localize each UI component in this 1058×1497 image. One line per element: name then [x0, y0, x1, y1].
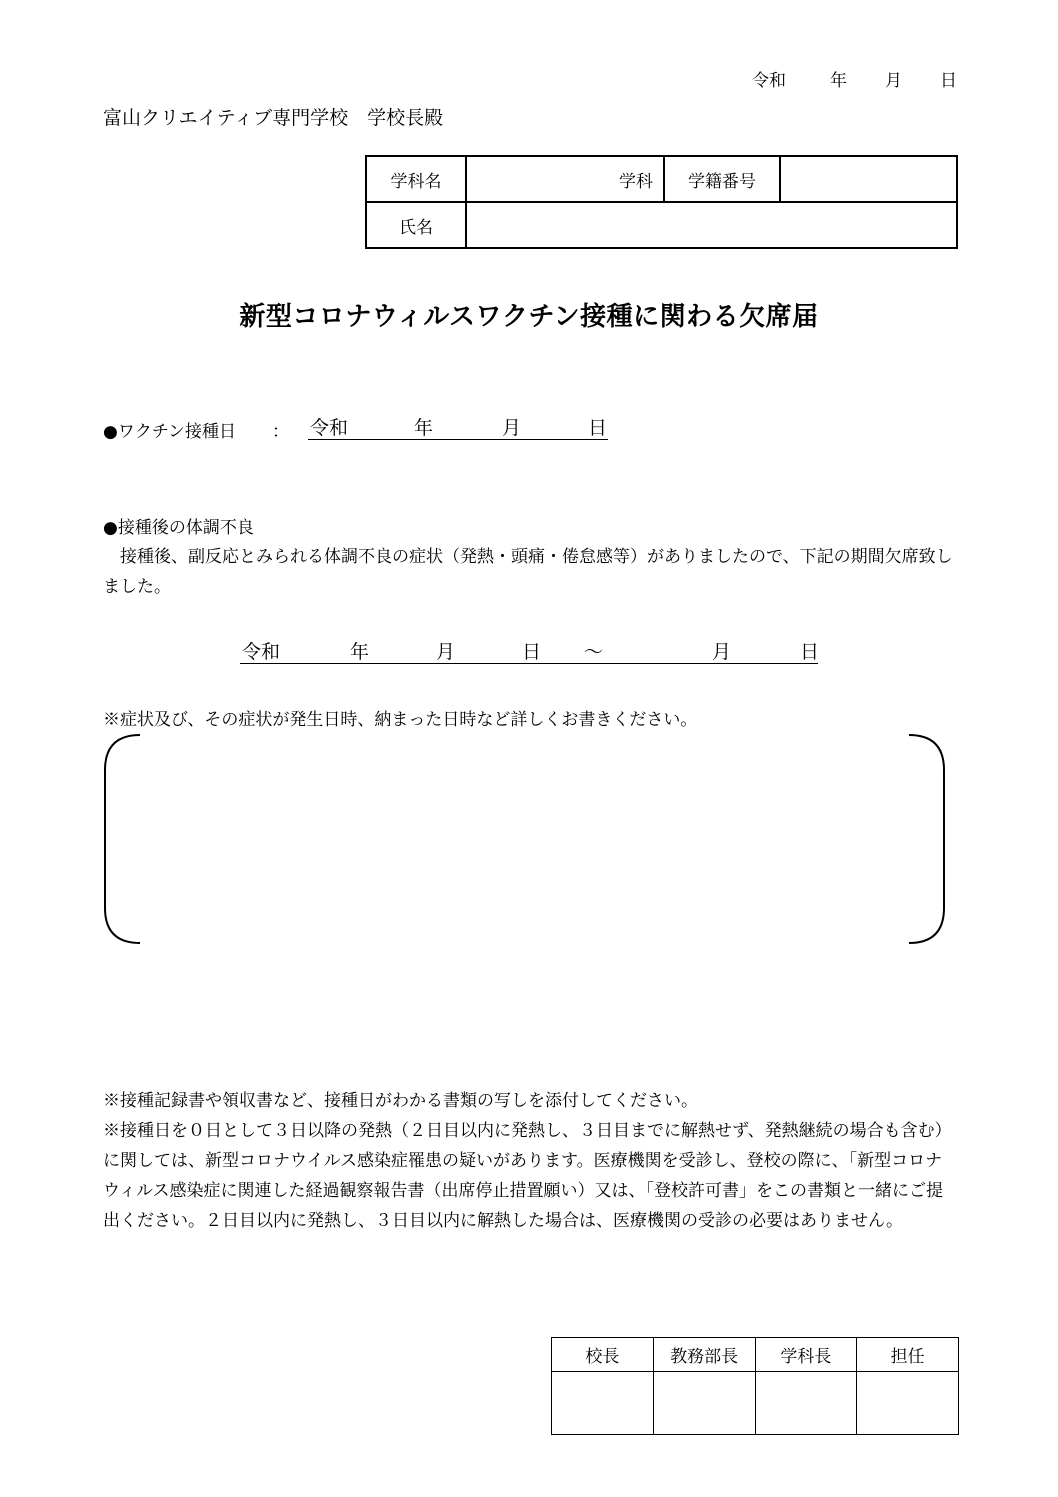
document-title: 新型コロナウィルスワクチン接種に関わる欠席届 — [239, 302, 819, 332]
approval-header-principal: 校長 — [552, 1338, 654, 1372]
date-day: 日 — [940, 71, 957, 91]
approval-header-dept-head: 学科長 — [755, 1338, 857, 1372]
note-fever: ※接種日を０日として３日以降の発熱（２日目以内に発熱し、３日目までに解熱せず、発熱継続の場合も含む）に関しては、新型コロナウイルス感染症罹患の疑いがあります。医療機関を受診し、登校の際に、「新型コロナウィルス感染症に関連した経過観察報告書（出席停止措置願い）又は、「登校許可書」をこの書類と一緒にご提出ください。２日目以内に発熱し、３日目以内に解熱した場合は、医療機関の受診の必要はありません。 — [103, 1121, 952, 1231]
student-info-table — [365, 155, 958, 249]
condition-label: ●接種後の体調不良 — [103, 518, 254, 538]
range-day: 日 — [522, 641, 542, 663]
range-month: 月 — [436, 641, 456, 663]
date-era: 令和 — [752, 71, 786, 91]
approval-header-homeroom: 担任 — [857, 1338, 959, 1372]
vaccination-date-colon: ： — [272, 422, 289, 442]
range-era: 令和 — [242, 641, 281, 663]
vaccination-date-field[interactable] — [308, 413, 608, 440]
range-tilde: ～ — [584, 641, 604, 663]
absence-period-field[interactable] — [240, 637, 818, 664]
vacc-year: 年 — [414, 417, 434, 439]
notes-section — [103, 1086, 958, 1236]
stamp-cell-academic-director[interactable] — [653, 1372, 755, 1435]
student-id-field[interactable] — [780, 156, 957, 202]
range-year: 年 — [350, 641, 370, 663]
note-attach: ※接種記録書や領収書など、接種日がわかる書類の写しを添付してください。 — [103, 1091, 698, 1111]
condition-description: 接種後、副反応とみられる体調不良の症状（発熱・頭痛・倦怠感等）がありましたので、下記の期間欠席致しました。 — [103, 547, 953, 597]
stamp-cell-principal[interactable] — [552, 1372, 654, 1435]
submission-date — [752, 66, 957, 91]
student-id-label: 学籍番号 — [664, 156, 780, 202]
vacc-month: 月 — [502, 417, 522, 439]
symptom-entry-area[interactable] — [103, 733, 946, 945]
dept-field[interactable] — [466, 156, 664, 202]
approval-header-academic-director: 教務部長 — [653, 1338, 755, 1372]
stamp-cell-dept-head[interactable] — [755, 1372, 857, 1435]
vaccination-date-label: ●ワクチン接種日 — [103, 422, 236, 442]
dept-suffix: 学科 — [619, 171, 653, 192]
range-month-end: 月 — [712, 641, 732, 663]
date-year: 年 — [830, 71, 847, 91]
range-day-end: 日 — [800, 641, 820, 663]
dept-label: 学科名 — [366, 156, 466, 202]
symptom-instruction: ※症状及び、その症状が発生日時、納まった日時など詳しくお書きください。 — [103, 710, 698, 730]
vacc-day: 日 — [588, 417, 608, 439]
approval-stamp-table — [551, 1337, 959, 1435]
vacc-era: 令和 — [310, 417, 349, 439]
date-month: 月 — [885, 71, 902, 91]
name-field[interactable] — [466, 202, 957, 248]
name-label: 氏名 — [366, 202, 466, 248]
stamp-cell-homeroom[interactable] — [857, 1372, 959, 1435]
addressee: 富山クリエイティブ専門学校 学校長殿 — [103, 107, 444, 129]
